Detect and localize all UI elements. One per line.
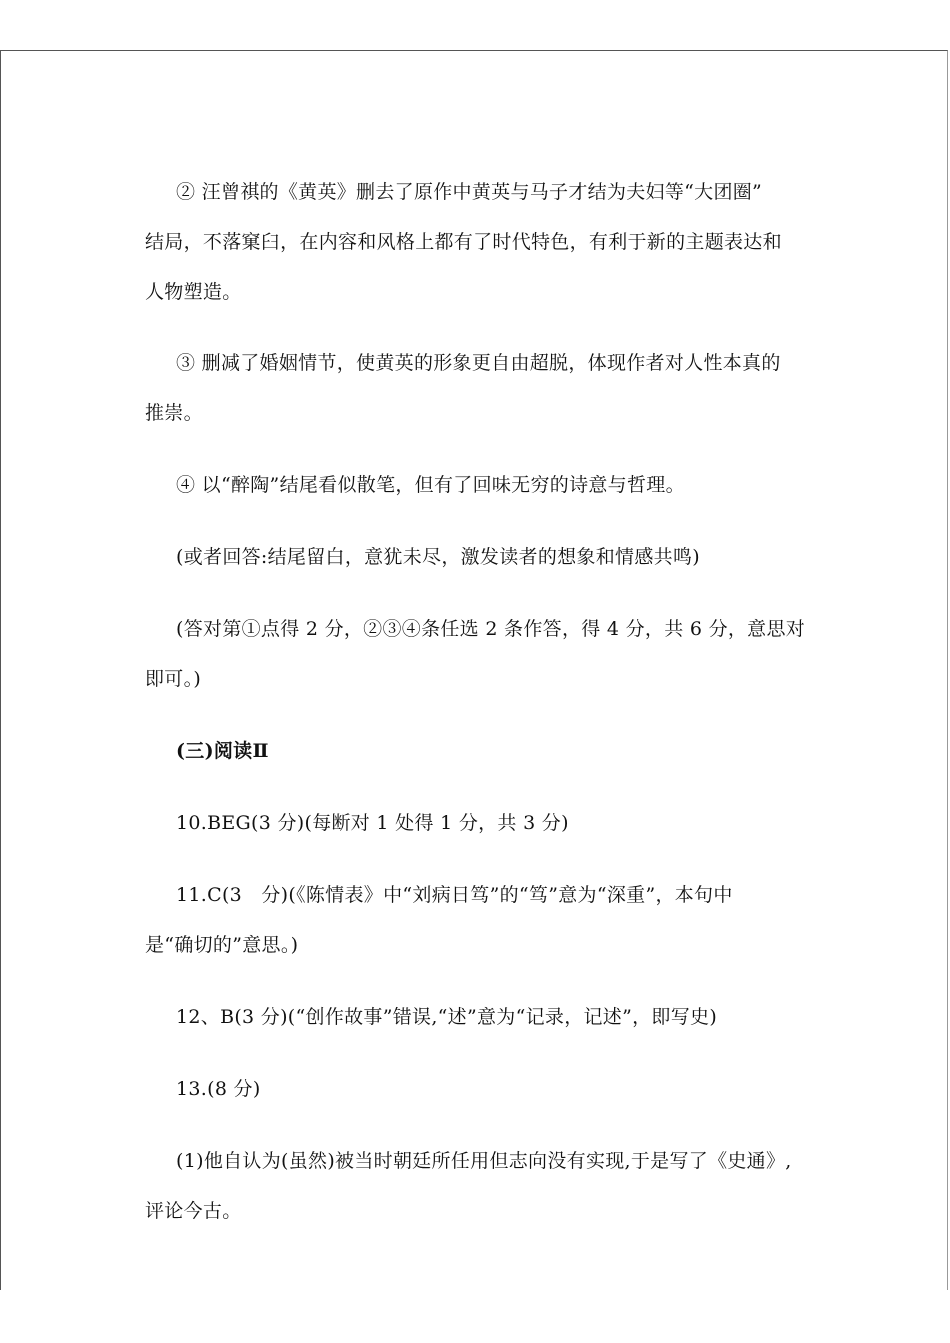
text-line: ④ 以“醉陶”结尾看似散笔，但有了回味无穷的诗意与哲理。: [176, 474, 685, 496]
text-line: ② 汪曾祺的《黄英》删去了原作中黄英与马子才结为夫妇等“大团圈”: [176, 181, 763, 203]
text-line: ③ 删减了婚姻情节，使黄英的形象更自由超脱，体现作者对人性本真的: [176, 352, 781, 374]
answer-item: (1)他自认为(虽然)被当时朝廷所任用但志向没有实现,于是写了《史通》,: [176, 1150, 792, 1172]
text-line: 是“确切的”意思。): [145, 934, 299, 956]
text-line: 评论今古。: [145, 1200, 242, 1222]
answer-item: 11.C(3 分)(《陈情表》中“刘病日笃”的“笃”意为“深重”，本句中: [176, 884, 733, 906]
section-heading: (三)阅读Ⅱ: [176, 740, 269, 762]
text-line: 结局，不落窠臼，在内容和风格上都有了时代特色，有利于新的主题表达和: [145, 231, 782, 253]
answer-item: 10.BEG(3 分)(每断对 1 处得 1 分，共 3 分): [176, 812, 569, 834]
answer-item: 12、B(3 分)(“创作故事”错误,“述”意为“记录，记述”，即写史): [176, 1006, 718, 1028]
text-line: (或者回答:结尾留白，意犹未尽，激发读者的想象和情感共鸣): [176, 546, 700, 568]
answer-item: 13.(8 分): [176, 1078, 261, 1100]
text-line: 人物塑造。: [145, 281, 242, 303]
text-line: (答对第①点得 2 分，②③④条任选 2 条作答，得 4 分，共 6 分，意思对: [176, 618, 806, 640]
text-line: 即可。): [145, 668, 202, 690]
text-line: 推崇。: [145, 402, 203, 424]
